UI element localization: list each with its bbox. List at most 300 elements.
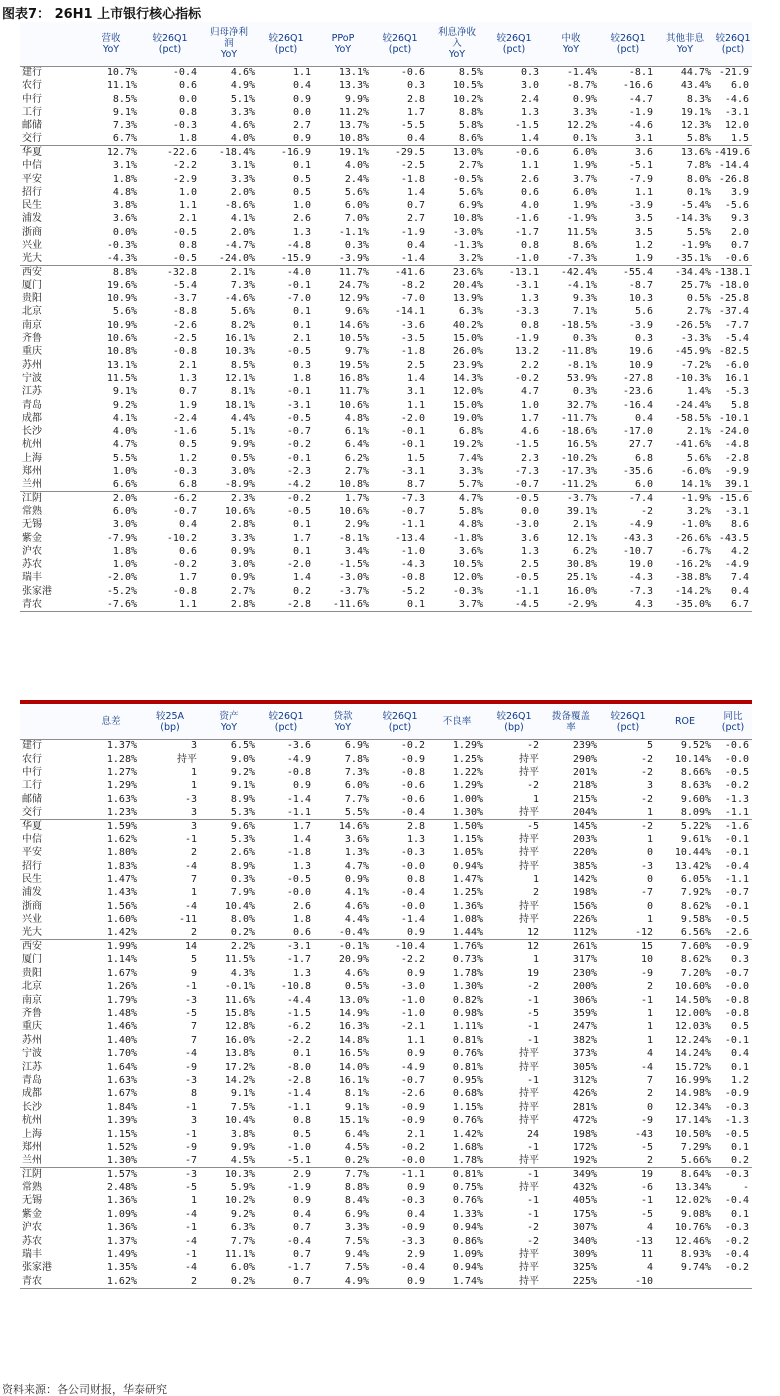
value-cell: 1.84%	[106, 1101, 137, 1113]
column-header: 贷款 YoY	[314, 705, 372, 739]
value-cell: -2.6	[400, 1088, 425, 1100]
table-row	[20, 478, 752, 491]
value-cell: -25.8	[718, 293, 749, 305]
value-cell: -0.7	[172, 505, 197, 517]
value-cell: 1	[646, 1021, 653, 1033]
value-cell: 1.7	[258, 819, 314, 832]
value-cell: 261%	[542, 940, 600, 953]
value-cell: 1.3	[178, 372, 197, 384]
value-cell: -8.9%	[224, 479, 255, 491]
value-cell: 7.29%	[680, 1141, 711, 1153]
value-cell: 1.62%	[106, 833, 137, 845]
value-cell: 1.62%	[82, 1275, 140, 1288]
bank-name-cell: 杭州	[22, 1115, 42, 1127]
value-cell: -1	[526, 1208, 539, 1220]
value-cell: 19.2%	[452, 439, 483, 451]
value-cell: 1.14%	[106, 954, 137, 966]
table-row	[20, 412, 752, 425]
value-cell: 8.5%	[230, 359, 255, 371]
value-cell: 18.1%	[224, 399, 255, 411]
value-cell: -3.1	[724, 505, 749, 517]
value-cell: 6.7%	[112, 133, 137, 145]
value-cell: -0.6	[724, 740, 749, 752]
value-cell: -37.4	[718, 306, 749, 318]
value-cell: 3.2%	[458, 253, 483, 265]
value-cell: 9.2%	[230, 766, 255, 778]
bank-name-cell: 苏农	[22, 1235, 42, 1247]
value-cell: -2	[526, 1235, 539, 1247]
value-cell: -5.6	[724, 200, 749, 212]
value-cell: -32.8	[140, 265, 200, 278]
bank-name-cell: 华夏	[20, 146, 82, 159]
value-cell: 12.34%	[674, 1101, 711, 1113]
value-cell: 1.36%	[452, 900, 483, 912]
value-cell: 0.4	[292, 80, 311, 92]
value-cell: 19.6%	[106, 279, 137, 291]
value-cell: -0.8	[400, 766, 425, 778]
value-cell: 0.5%	[230, 452, 255, 464]
value-cell: 3.3%	[344, 1222, 369, 1234]
value-cell: -8.6%	[224, 200, 255, 212]
value-cell: -8.1	[628, 67, 653, 79]
value-cell: 5.6	[634, 306, 653, 318]
value-cell: 0.9%	[572, 93, 597, 105]
value-cell: 14.6%	[338, 319, 369, 331]
table-row	[20, 806, 752, 819]
value-cell: 5.3%	[230, 806, 255, 818]
value-cell: -11.6%	[314, 598, 372, 611]
value-cell: 3.6	[600, 146, 656, 159]
value-cell: 3.5	[634, 213, 653, 225]
value-cell: 385%	[572, 860, 597, 872]
value-cell: 8.9%	[230, 793, 255, 805]
value-cell: 2.9	[258, 1168, 314, 1181]
value-cell: 1.0	[178, 186, 197, 198]
table-row	[20, 980, 752, 993]
table-row	[20, 779, 752, 792]
value-cell: -1.0	[286, 1141, 311, 1153]
value-cell: 7	[190, 1034, 197, 1046]
bank-name-cell: 农行	[22, 80, 42, 92]
value-cell: 40.2%	[452, 319, 483, 331]
value-cell: 247%	[572, 1021, 597, 1033]
value-cell: 1.49%	[106, 1249, 137, 1261]
table-row	[20, 1168, 752, 1181]
value-cell: 3.6%	[344, 833, 369, 845]
value-cell: -82.5	[718, 346, 749, 358]
value-cell: -4.2	[286, 479, 311, 491]
value-cell: -0.7	[286, 426, 311, 438]
value-cell: 145%	[542, 819, 600, 832]
bank-name-cell: 苏农	[22, 559, 42, 571]
value-cell: -3.9	[628, 200, 653, 212]
value-cell: -5	[184, 1008, 197, 1019]
bank-name-cell: 沪农	[22, 1222, 42, 1234]
bank-name-cell: 北京	[22, 981, 42, 993]
value-cell: 8.1%	[230, 386, 255, 398]
value-cell: 1.3	[520, 545, 539, 557]
table-row	[20, 1234, 752, 1247]
value-cell: 3	[190, 1115, 197, 1127]
value-cell: 1.25%	[452, 753, 483, 765]
value-cell: 4.3	[600, 598, 656, 611]
value-cell: 2	[646, 1155, 653, 1167]
value-cell: -0.6	[486, 146, 542, 159]
value-cell: -0.2	[514, 372, 539, 384]
value-cell: -3.0%	[338, 572, 369, 584]
value-cell: 1.3%	[344, 847, 369, 859]
value-cell: -0.0	[400, 1155, 425, 1167]
table-row	[20, 505, 752, 518]
value-cell: -0.9	[400, 1222, 425, 1234]
value-cell: 1.4	[406, 186, 425, 198]
value-cell: -4	[184, 1235, 197, 1247]
value-cell: -9	[640, 1115, 653, 1127]
value-cell: -0.5	[514, 572, 539, 584]
value-cell: 4.6	[520, 426, 539, 438]
value-cell: 6.4%	[344, 1128, 369, 1140]
value-cell: 0.3	[730, 954, 749, 966]
value-cell: -3.1	[724, 107, 749, 119]
value-cell: -1.5	[286, 1008, 311, 1019]
value-cell: 14	[140, 940, 200, 953]
bank-name-cell: 建行	[22, 67, 42, 79]
value-cell: 12.46%	[674, 1235, 711, 1247]
value-cell: 1.1	[292, 67, 311, 79]
value-cell: -0.2	[400, 1141, 425, 1153]
bank-name-cell: 沪农	[22, 545, 42, 557]
value-cell: -1	[640, 1195, 653, 1207]
column-header	[20, 705, 82, 739]
value-cell: -4	[184, 1208, 197, 1220]
value-cell: 9.74%	[680, 1262, 711, 1274]
value-cell: -0.0	[724, 753, 749, 765]
bank-name-cell: 青岛	[22, 1074, 42, 1086]
value-cell: -7.3%	[566, 253, 597, 265]
value-cell: -7	[184, 1155, 197, 1167]
value-cell: -7.3	[372, 492, 428, 505]
value-cell: 2.1	[178, 359, 197, 371]
value-cell: -13	[634, 1235, 653, 1247]
value-cell: 2	[646, 981, 653, 993]
value-cell: 1.37%	[106, 1235, 137, 1247]
table-row	[20, 438, 752, 451]
value-cell: 4	[646, 1222, 653, 1234]
value-cell: -43	[634, 1128, 653, 1140]
value-cell: 2.5	[520, 559, 539, 571]
value-cell: -18.6%	[560, 426, 597, 438]
value-cell: -0.5	[286, 505, 311, 517]
bank-name-cell: 青岛	[22, 399, 42, 411]
value-cell: -2.9%	[542, 598, 600, 611]
value-cell: 4.1%	[344, 887, 369, 899]
value-cell: 2.4	[520, 93, 539, 105]
bank-name-cell: 宁波	[22, 372, 42, 384]
value-cell: 10.5%	[338, 333, 369, 345]
value-cell: -34.4%	[656, 265, 714, 278]
value-cell: 1.7	[406, 107, 425, 119]
bank-name-cell: 南京	[22, 994, 42, 1006]
value-cell: -3.1	[400, 466, 425, 478]
value-cell: 0	[646, 900, 653, 912]
table-row	[20, 913, 752, 926]
value-cell	[714, 1275, 752, 1288]
value-cell: -1.1	[286, 806, 311, 818]
value-cell: 4.6%	[230, 67, 255, 79]
value-cell: -7.0	[400, 293, 425, 305]
value-cell: 1	[646, 833, 653, 845]
value-cell: 12.24%	[674, 1034, 711, 1046]
value-cell: -2.0	[400, 412, 425, 424]
value-cell: 5.3%	[230, 833, 255, 845]
bank-name-cell: 成都	[22, 412, 42, 424]
value-cell: -6.2	[140, 492, 200, 505]
value-cell: 10.3%	[200, 1168, 258, 1181]
bank-name-cell: 常熟	[22, 1182, 42, 1194]
bank-name-cell: 郑州	[22, 466, 42, 478]
table-row	[20, 1141, 752, 1154]
value-cell: 0.73%	[452, 954, 483, 966]
value-cell: -0.2	[724, 1235, 749, 1247]
value-cell: -3.7%	[338, 585, 369, 597]
value-cell: -1.8	[400, 346, 425, 358]
value-cell: -10	[600, 1275, 656, 1288]
bank-name-cell: 交行	[22, 806, 42, 818]
bank-name-cell: 建行	[22, 740, 42, 752]
value-cell: 4.8%	[112, 186, 137, 198]
value-cell: 5.8%	[458, 505, 483, 517]
value-cell: 1.25%	[452, 887, 483, 899]
value-cell: -0.7	[400, 505, 425, 517]
value-cell: 10.4%	[224, 1115, 255, 1127]
bank-name-cell: 浙商	[22, 900, 42, 912]
value-cell: -3	[184, 793, 197, 805]
value-cell: 0.4	[406, 1208, 425, 1220]
value-cell: 9.1%	[344, 1101, 369, 1113]
value-cell: -6.7%	[680, 545, 711, 557]
value-cell: 7.4	[730, 572, 749, 584]
value-cell: 13.2	[514, 346, 539, 358]
value-cell: 3.7%	[428, 598, 486, 611]
value-cell: 持平	[519, 1061, 539, 1073]
value-cell: -24.0	[718, 426, 749, 438]
value-cell: -0.0	[400, 900, 425, 912]
value-cell: 13.0%	[338, 994, 369, 1006]
value-cell: 32.7%	[566, 399, 597, 411]
value-cell: 112%	[572, 927, 597, 939]
value-cell: 1.15%	[452, 833, 483, 845]
value-cell: 14.2%	[224, 1074, 255, 1086]
value-cell: -1.8	[400, 173, 425, 185]
value-cell: -1.9%	[680, 240, 711, 251]
value-cell: 8.63%	[680, 780, 711, 792]
value-cell: 9.60%	[680, 793, 711, 805]
value-cell: 2.7%	[344, 466, 369, 478]
value-cell: -24.0%	[218, 253, 255, 265]
value-cell: 3.5	[634, 226, 653, 238]
value-cell: 持平	[519, 753, 539, 765]
value-cell: -4.3	[628, 572, 653, 584]
table-row	[20, 332, 752, 345]
value-cell: -4.4	[286, 994, 311, 1006]
value-cell: 7.20%	[680, 967, 711, 979]
value-cell: 6.2%	[572, 545, 597, 557]
value-cell: 2.8	[406, 93, 425, 105]
value-cell: -2.0%	[106, 572, 137, 584]
bank-name-cell: 中信	[22, 833, 42, 845]
table-row	[20, 1047, 752, 1060]
value-cell: -419.6	[714, 147, 751, 159]
value-cell: 14.98%	[674, 1088, 711, 1100]
value-cell: 1.63%	[106, 1074, 137, 1086]
bank-name-cell: 张家港	[22, 585, 52, 597]
value-cell: 4	[646, 1048, 653, 1060]
table-row	[20, 752, 752, 765]
value-cell: 15.0%	[452, 399, 483, 411]
value-cell: 8	[190, 1088, 197, 1100]
column-header: 不良率	[428, 705, 486, 739]
value-cell: -1	[640, 994, 653, 1006]
value-cell: 1.67%	[106, 967, 137, 979]
value-cell: -0.4	[286, 1235, 311, 1247]
value-cell: 4.7%	[428, 492, 486, 505]
value-cell: 0.2	[730, 1155, 749, 1167]
value-cell: 1.3	[292, 967, 311, 979]
value-cell: -0.9	[714, 940, 752, 953]
value-cell: -26.8	[718, 173, 749, 185]
value-cell: -3.7	[172, 293, 197, 305]
value-cell: -14.4	[718, 160, 749, 172]
value-cell: -3.7%	[542, 492, 600, 505]
value-cell: 13.42%	[674, 860, 711, 872]
value-cell: 0.1	[730, 1208, 749, 1220]
value-cell: -3.3	[514, 306, 539, 318]
value-cell: -4.7%	[224, 240, 255, 251]
value-cell: -1.1	[286, 1101, 311, 1113]
value-cell: 2.5	[406, 359, 425, 371]
value-cell: 0.5	[178, 439, 197, 451]
value-cell: -1.1	[400, 519, 425, 531]
value-cell: -1.4	[286, 1088, 311, 1100]
value-cell: 16.1%	[338, 1074, 369, 1086]
value-cell: 9.1%	[112, 107, 137, 119]
value-cell: 16.5%	[338, 1048, 369, 1060]
value-cell: 312%	[572, 1074, 597, 1086]
value-cell: -0.3	[400, 1195, 425, 1207]
value-cell: 0.94%	[452, 860, 483, 872]
table-row	[20, 886, 752, 899]
value-cell: 16.99%	[674, 1074, 711, 1086]
value-cell: -0.6	[400, 793, 425, 805]
value-cell: 7.3%	[112, 120, 137, 132]
value-cell: -4	[640, 1061, 653, 1073]
value-cell: 0.7	[406, 200, 425, 212]
value-cell: -3	[184, 1074, 197, 1086]
table-row	[20, 172, 752, 185]
value-cell: 0.8	[178, 107, 197, 119]
value-cell: 2.0	[730, 226, 749, 238]
value-cell: 4.5%	[344, 1141, 369, 1153]
value-cell: 4.4%	[344, 914, 369, 926]
value-cell: -0.6	[400, 67, 425, 79]
value-cell: -17.3%	[560, 466, 597, 478]
bank-name-cell: 南京	[22, 319, 42, 331]
value-cell: 4.3%	[230, 967, 255, 979]
value-cell: 1	[532, 874, 539, 886]
bank-name-cell: 兰州	[22, 1155, 42, 1167]
value-cell: 2.6	[292, 900, 311, 912]
bank-name-cell: 江阴	[20, 492, 82, 505]
value-cell: -7	[640, 887, 653, 899]
value-cell: 0	[646, 874, 653, 886]
value-cell: 239%	[572, 740, 597, 752]
value-cell: -4	[184, 860, 197, 872]
value-cell: 1.08%	[452, 914, 483, 926]
column-header: 拨备覆盖 率	[542, 705, 600, 739]
value-cell: 13.1%	[106, 359, 137, 371]
value-cell: 1.40%	[106, 1034, 137, 1046]
bank-name-cell: 兴业	[22, 240, 42, 251]
value-cell: 12.1%	[224, 372, 255, 384]
bank-name-cell: 青农	[20, 598, 82, 611]
value-cell: 23.9%	[452, 359, 483, 371]
value-cell: -3.0%	[452, 226, 483, 238]
value-cell: -13.4	[394, 532, 425, 544]
value-cell: 0.3	[292, 359, 311, 371]
column-header: 较26Q1 (pct)	[372, 22, 428, 66]
value-cell: 0.9	[292, 780, 311, 792]
value-cell: 7.0%	[344, 213, 369, 225]
value-cell: 4.9%	[314, 1275, 372, 1288]
bank-name-cell: 光大	[22, 927, 42, 939]
value-cell: -1	[526, 1034, 539, 1046]
value-cell: 1.1	[406, 1034, 425, 1046]
table-row	[20, 1101, 752, 1114]
value-cell: 9.61%	[680, 833, 711, 845]
bank-name-cell: 苏州	[22, 1034, 42, 1046]
value-cell: 2.6	[292, 213, 311, 225]
value-cell: 1.28%	[106, 753, 137, 765]
value-cell: 1	[532, 954, 539, 966]
value-cell: -3	[184, 994, 197, 1006]
value-cell: 10.6%	[338, 399, 369, 411]
value-cell: -0.5	[486, 492, 542, 505]
value-cell: -27.8	[622, 372, 653, 384]
value-cell: 53.9%	[566, 372, 597, 384]
value-cell: 1.43%	[106, 887, 137, 899]
value-cell: -10.8	[280, 981, 311, 993]
value-cell: 0.1	[292, 545, 311, 557]
value-cell: 1	[190, 1195, 197, 1207]
value-cell: 0.7	[292, 1222, 311, 1234]
table-row	[20, 372, 752, 385]
value-cell: 4.2	[730, 545, 749, 557]
value-cell: 1.0%	[112, 559, 137, 571]
value-cell: 6.2%	[344, 452, 369, 464]
value-cell: 1.9%	[572, 200, 597, 212]
value-cell: 7	[190, 874, 197, 886]
value-cell: 1.44%	[452, 927, 483, 939]
value-cell: 1.47%	[452, 874, 483, 886]
value-cell: 1.59%	[82, 819, 140, 832]
value-cell: -4.9	[400, 1061, 425, 1073]
value-cell: 1	[190, 780, 197, 792]
value-cell: -0.9	[400, 753, 425, 765]
value-cell: 7.5%	[344, 1262, 369, 1274]
value-cell: 6.3%	[230, 1222, 255, 1234]
value-cell: 2.7%	[458, 160, 483, 172]
value-cell: -1.3%	[452, 240, 483, 251]
